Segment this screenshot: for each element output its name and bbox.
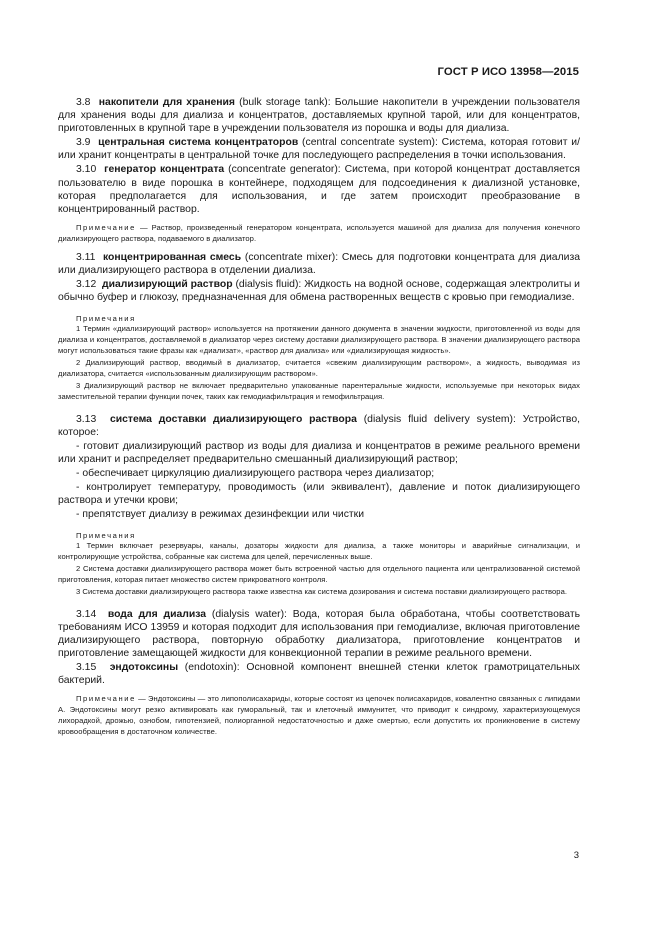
notes-3-13: [58, 530, 580, 598]
term-3-15: [58, 661, 580, 687]
term-name: эндотоксины: [109, 662, 179, 674]
term-definition: (bulk storage tank): Большие накопители в учреждении пользователя для хранения воды для диализа и концентратов, доставляемых крупной тарой, или для концентратов, приготовленных в крупной таре в учреждении пользователя из порошка и воды для диализа.: [58, 97, 580, 135]
note-item: 1 Термин включает резервуары, каналы, дозаторы жидкости для диализа, а также мониторы и аварийные сигнализации, и контролирующие устройства, собранные как система для целей, перечисленных выше.: [58, 541, 580, 562]
list-item: - обеспечивает циркуляцию диализирующего раствора через диализатор;: [76, 467, 435, 479]
term-definition: (central concentrate system): Система, которая готовит и/или хранит концентраты в центральной точке для последующего распределения в точки использования.: [58, 137, 580, 162]
notes-heading: Примечания: [76, 314, 136, 324]
term-definition: (dialysis fluid): Жидкость на водной основе, содержащая электролиты и обычно буфер и глюкозу, предназначенная для обмена растворенных веществ с кровью при гемодиализе.: [58, 279, 580, 304]
list-item: - контролирует температуру, проводимость (или эквивалент), давление и поток диализирующего раствора и утечки крови;: [58, 482, 580, 507]
note-text: — Раствор, произведенный генератором концентрата, используется машиной для диализа для получения конечного диализирующего раствора, подаваемого в диализатор.: [58, 222, 580, 243]
note-item: 3 Система доставки диализирующего раствора также известна как система дозирования и система поставки диализирующего раствора.: [76, 586, 568, 596]
term-name: диализирующий раствор: [102, 279, 233, 291]
notes-heading: Примечания: [76, 531, 136, 541]
list-item: - препятствует диализу в режимах дезинфекции или чистки: [76, 509, 364, 521]
term-definition: (endotoxin): Основной компонент внешней стенки клеток грамотрицательных бактерий.: [58, 662, 580, 687]
term-definition: (concentrate mixer): Смесь для подготовки концентрата для диализа или диализирующего раствора в отделении диализа.: [58, 251, 580, 276]
note-item: 3 Диализирующий раствор не включает предварительно упакованные парентеральные жидкости, используемые при некоторых видах заместительной терапии функции почек, таких как гемодиафильтрация и гемофильтрация.: [58, 380, 580, 401]
term-definition: (dialysis water): Вода, которая была обработана, чтобы соответствовать требованиям ИСО 13959 и которая подходит для использования при гемодиализе, включая приготовление диализирующего раствора, повторную обработку диализатора, приготовление концентратов и приготовление замещающей жидкости для конвекционной терапии в режиме реального времени.: [58, 608, 580, 660]
term-name: генератор концентрата: [104, 164, 225, 176]
term-number: 3.10: [76, 164, 97, 176]
term-number: 3.14: [76, 608, 97, 620]
term-3-13: [58, 413, 580, 439]
term-number: 3.11: [76, 251, 96, 263]
term-name: вода для диализа: [107, 608, 207, 620]
term-3-11: [58, 251, 580, 277]
term-definition: (concentrate generator): Система, при которой концентрат доставляется пользователю в виде порошка в контейнере, подходящем для подсоединения к диализной установке, которая предполагается для использования, и где затем происходит преобразование в концентрированный раствор.: [58, 164, 581, 215]
term-number: 3.9: [76, 137, 91, 149]
term-3-10: [58, 163, 580, 215]
term-name: центральная система концентраторов: [98, 137, 299, 149]
term-3-9: [58, 136, 580, 162]
note-label: Примечание: [76, 694, 136, 704]
page-number: 3: [573, 850, 579, 861]
note-item: 2 Диализирующий раствор, вводимый в диализатор, считается «свежим диализирующим раствором», а жидкость, выводимая из диализатора, считается «использованным диализирующим раствором».: [58, 357, 580, 378]
term-definition: (dialysis fluid delivery system): Устройство, которое:: [58, 413, 580, 438]
note-3-15: [58, 693, 580, 737]
note-3-10: [58, 222, 580, 244]
term-name: накопители для хранения: [98, 97, 235, 108]
term-3-8: [58, 96, 580, 135]
term-name: система доставки диализирующего раствора: [109, 413, 357, 425]
term-number: 3.13: [76, 413, 97, 425]
term-name: концентрированная смесь: [102, 251, 242, 263]
term-3-12: [58, 278, 580, 304]
note-item: 2 Система доставки диализирующего раствора может быть встроенной частью для отдельного пациента или централизованной системой приготовления, которая питает множество систем прикроватного контроля.: [58, 564, 580, 585]
term-number: 3.15: [76, 662, 97, 674]
term-number: 3.12: [76, 279, 97, 291]
list-item: - готовит диализирующий раствор из воды для диализа и концентратов в режиме реального времени или хранит и распределяет предварительно смешанный диализирующий раствор;: [58, 440, 580, 465]
page-content: [58, 96, 580, 744]
term-number: 3.8: [76, 97, 91, 108]
document-header: ГОСТ Р ИСО 13958—2015: [437, 66, 579, 78]
term-3-14: [58, 608, 580, 660]
note-text: — Эндотоксины — это липополисахариды, которые состоят из цепочек полисахаридов, ковалентно связанных с липидами A. Эндотоксины могут резко активировать как гуморальный, так и клеточный иммунитет, что приводит к синдрому, характеризующемуся лихорадкой, дрожью, ознобом, гипотензией, полиорганной недостаточностью и даже смертью, если допустить их проникновение в систему кровообращения в достаточном количестве.: [58, 694, 580, 737]
note-label: Примечание: [76, 222, 136, 232]
notes-3-12: [58, 313, 580, 402]
note-item: 1 Термин «диализирующий раствор» используется на протяжении данного документа в значении жидкости, приготовленной из воды для диализа и концентратов, доставляемой в диализатор через систему доставки диализирующего раствора. В значении диализирующего раствора могут использоваться такие фразы как «диализат», «раствор для диализа» или «диализирующая жидкость».: [58, 324, 580, 356]
